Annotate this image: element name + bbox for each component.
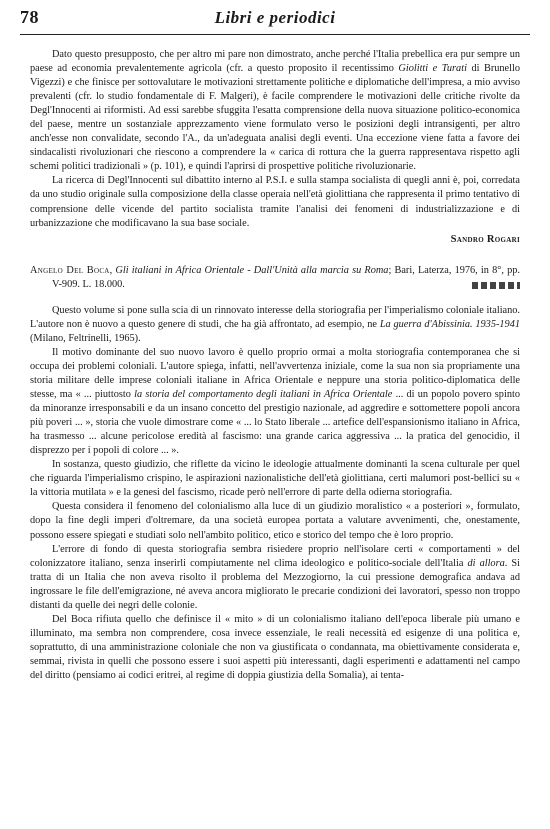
review2-paragraph-4 [30, 500, 520, 542]
page-header [20, 6, 530, 35]
section-gap [30, 292, 520, 304]
italic-text: la storia del comportamento degli italiani in Africa Orientale [134, 389, 393, 401]
review2-paragraph-3 [30, 458, 520, 500]
book-details: ; Bari, Laterza, 1976, in 8°, pp. V-909. L. 18.000. [52, 264, 520, 290]
review2-body [30, 304, 520, 683]
text-run: L'errore di fondo di questa storiografia sembra risiedere proprio nell'isolare certi « comportamenti » del colonizzatore italiano, senza inserirli compiutamente nel clima ideologico e politico-sociale dell'Italia [30, 543, 520, 569]
text-run: . Si tratta di un Italia che non aveva risolto il problema del Mezzogiorno, la cui pressione demografica andava ad ingrossare le file dell'emigrazione, né aveva ancora migliorato le precarie condizioni dei lavoratori, spesso non troppo distanti da quelle dei negri delle colonie. [30, 557, 520, 611]
review2-paragraph-2 [30, 346, 520, 458]
review1-paragraph-2: La ricerca di Degl'Innocenti sul dibattito interno al P.S.I. e sulla stampa socialista di quegli anni è, poi, corredata da uno studio originale sulla composizione della classe operaia nell'età giolittiana che rappresenta il primo tentativo di comprensione delle vicende del partito socialista tramite l'analisi dei fenomeni di industrializzazione e di urbanizzazione che modificavano la sua base sociale. [30, 175, 520, 229]
text-run: Del Boca rifiuta quello che definisce il « mito » di un colonialismo italiano dell'epoca liberale più umano e illuminato, ma sembra non comprendere, cosa invece essenziale, le reali necessità ed esigenze di una politica e, soprattutto, di una amministrazione coloniale che non va giustificata o condannata, ma obiettivamente considerata e, semmai, rivista in quelli che possono essere i suoi aspetti più interessanti, dagli esperimenti e adattamenti nel campo del diritto (pensiamo ai codici eritrei, al regime di doppia giustizia della Somalia), ai tenta- [30, 613, 520, 681]
page-number: 78 [20, 7, 39, 27]
review2-paragraph-6 [30, 613, 520, 683]
article-body [30, 48, 520, 683]
review2-paragraph-5 [30, 543, 520, 613]
italic-text: Giolitti e Turati [398, 63, 467, 75]
review2-paragraph-1 [30, 304, 520, 346]
text-run: In sostanza, questo giudizio, che riflette da vicino le ideologie attualmente dominanti la scena culturale per quel che riguarda l'imperialismo crispino, le aspirazioni nazionalistiche dell'età giolittiana, certi malumori post-bellici su « la vittoria mutilata » e la genesi del fascismo, ricade però nell'errore di parte della odierna storiografia. [30, 459, 520, 499]
book-title: Gli italiani in Africa Orientale - Dall'Unità alla marcia su Roma [115, 264, 389, 276]
library-stamp-mark [472, 282, 520, 289]
section-gap [30, 247, 520, 264]
book-citation: Angelo Del Boca, Gli italiani in Africa Orientale - Dall'Unità alla marcia su Roma; Bari, Laterza, 1976, in 8°, pp. V-909. L. 18.000. [30, 264, 520, 290]
text-run: Il motivo dominante del suo nuovo lavoro è quello proprio ormai a molta storiografia contemporanea che si occupa dei problemi coloniali. L'autore spiega, infatti, nell'avvertenza iniziale, come la sua non sia propriamente una storia militare delle imprese coloniali italiane in Africa Orientale e neppure una storia politico-diplomatica delle stesse, ma « ... piuttosto [30, 346, 520, 401]
text-run: Questo volume si pone sulla scia di un rinnovato interesse della storiografia per l'imperialismo coloniale italiano. L'autore non è nuovo a questo genere di studi, che ha già affrontato, ad esempio, ne [30, 304, 520, 330]
text-run: (Milano, Feltrinelli, 1965). [30, 332, 141, 344]
running-title: Libri e periodici [214, 8, 336, 27]
text-run: Questa considera il fenomeno del colonialismo alla luce di un giudizio moralistico « a posteriori », formulato, dopo la fine degli imperi d'oltremare, da una società europea portata a valutare avvenimenti, che, onestamente, possono essere spiegati e studiati solo nell'ambito politico, etico e storico del tempo che è loro proprio. [30, 501, 520, 541]
text-run: Dato questo presupposto, che per altro mi pare non dimostrato, anche perché l'Italia prebellica era pur sempre un paese ad economia prevalentemente agricola (cfr. a questo proposito il recentissimo [30, 49, 520, 75]
review1-paragraph-1 [30, 48, 520, 174]
text-run: di Brunello Vigezzi) e che finisce per sottovalutare le motivazioni strettamente politiche e diplomatiche dell'impresa, a mio avviso prevalenti (cfr. lo studio fondamentale di F. Malgeri), è facile comprendere le motivazioni delle critiche rivolte da Degl'Innocenti ai riformisti. Ad essi sarebbe sfuggita l'esatta comprensione della nuova situazione politico-economica del paese, mentre un sostanziale apprezzamento viene formulato verso le posizioni degli intransigenti, per altro anch'esse non convalidate, secondo l'A., da un'adeguata analisi degli eventi. Una eccezione viene fatta a favore dei sindacalisti rivoluzionari che riescono a comprendere la « carica di rottura che la guerra rappresentava rispetto agli schemi politici tradizionali » (p. 101), e quindi l'aprirsi di prospettive politiche rivoluzionarie. [30, 63, 521, 173]
text-run: ... di un popolo povero spinto da minoranze irresponsabili e da un insano concetto del prestigio nazionale, ad aggredire e sottomettere popoli ancora più poveri ... », storia che vuole dimostrare come « ... lo Stato liberale ... artefice dell'espansionismo italiano in Africa, ha trasmesso ... alcune pericolose eredità al fascismo: una grande carica aggressiva ... la pratica del genocidio, il disprezzo per i popoli di colore ... ». [30, 389, 520, 457]
reviewer-signature: Sandro Rogari [450, 233, 520, 245]
italic-text: di allora [467, 557, 505, 569]
italic-text: La guerra d'Abissinia. 1935-1941 [379, 318, 520, 330]
book-author: Angelo Del Boca [30, 264, 110, 276]
